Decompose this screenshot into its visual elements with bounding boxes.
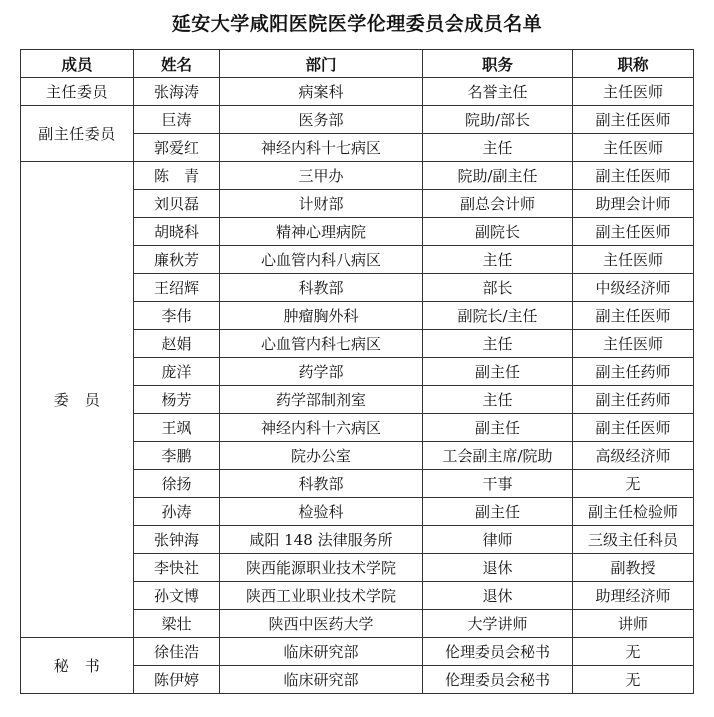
position-cell: 伦理委员会秘书 <box>423 666 573 694</box>
department-cell: 陕西能源职业技术学院 <box>220 554 423 582</box>
title-cell: 副主任医师 <box>573 302 694 330</box>
title-cell: 主任医师 <box>573 246 694 274</box>
name-cell: 胡晓科 <box>134 218 220 246</box>
page-title: 延安大学咸阳医院医学伦理委员会成员名单 <box>171 13 543 35</box>
position-cell: 退休 <box>423 582 573 610</box>
position-cell: 主任 <box>423 246 573 274</box>
department-cell: 临床研究部 <box>220 666 423 694</box>
name-cell: 李伟 <box>134 302 220 330</box>
department-cell: 咸阳 148 法律服务所 <box>220 526 423 554</box>
member-table <box>20 49 694 694</box>
title-cell: 无 <box>573 470 694 498</box>
department-cell: 药学部制剂室 <box>220 386 423 414</box>
department-cell: 肿瘤胸外科 <box>220 302 423 330</box>
name-cell: 梁壮 <box>134 610 220 638</box>
header-member: 成员 <box>21 50 134 78</box>
header-title: 职称 <box>573 50 694 78</box>
name-cell: 刘贝磊 <box>134 190 220 218</box>
position-cell: 工会副主席/院助 <box>423 442 573 470</box>
title-cell: 三级主任科员 <box>573 526 694 554</box>
header-name: 姓名 <box>134 50 220 78</box>
title-cell: 副主任检验师 <box>573 498 694 526</box>
name-cell: 张海涛 <box>134 78 220 106</box>
title-cell: 讲师 <box>573 610 694 638</box>
name-cell: 徐扬 <box>134 470 220 498</box>
title-cell: 副主任医师 <box>573 106 694 134</box>
position-cell: 退休 <box>423 554 573 582</box>
name-cell: 孙涛 <box>134 498 220 526</box>
title-cell: 无 <box>573 638 694 666</box>
title-cell: 副主任药师 <box>573 386 694 414</box>
position-cell: 伦理委员会秘书 <box>423 638 573 666</box>
department-cell: 心血管内科七病区 <box>220 330 423 358</box>
department-cell: 临床研究部 <box>220 638 423 666</box>
department-cell: 计财部 <box>220 190 423 218</box>
header-position: 职务 <box>423 50 573 78</box>
department-cell: 医务部 <box>220 106 423 134</box>
name-cell: 巨涛 <box>134 106 220 134</box>
title-cell: 主任医师 <box>573 134 694 162</box>
department-cell: 陕西工业职业技术学院 <box>220 582 423 610</box>
name-cell: 王飒 <box>134 414 220 442</box>
table-header-row <box>21 50 694 78</box>
title-cell: 副主任药师 <box>573 358 694 386</box>
department-cell: 院办公室 <box>220 442 423 470</box>
position-cell: 副总会计师 <box>423 190 573 218</box>
position-cell: 副院长 <box>423 218 573 246</box>
name-cell: 孙文博 <box>134 582 220 610</box>
name-cell: 王绍辉 <box>134 274 220 302</box>
name-cell: 李鹏 <box>134 442 220 470</box>
position-cell: 律师 <box>423 526 573 554</box>
position-cell: 副主任 <box>423 358 573 386</box>
title-cell: 高级经济师 <box>573 442 694 470</box>
name-cell: 陈 青 <box>134 162 220 190</box>
department-cell: 心血管内科八病区 <box>220 246 423 274</box>
position-cell: 大学讲师 <box>423 610 573 638</box>
table-row <box>21 638 694 666</box>
member-group-cell: 委 员 <box>21 162 134 638</box>
department-cell: 陕西中医药大学 <box>220 610 423 638</box>
position-cell: 副主任 <box>423 414 573 442</box>
position-cell: 副院长/主任 <box>423 302 573 330</box>
table-row <box>21 78 694 106</box>
name-cell: 庞洋 <box>134 358 220 386</box>
name-cell: 陈伊婷 <box>134 666 220 694</box>
title-cell: 助理会计师 <box>573 190 694 218</box>
table-row <box>21 162 694 190</box>
member-group-cell: 秘 书 <box>21 638 134 694</box>
department-cell: 检验科 <box>220 498 423 526</box>
title-cell: 助理经济师 <box>573 582 694 610</box>
name-cell: 郭爱红 <box>134 134 220 162</box>
title-cell: 无 <box>573 666 694 694</box>
position-cell: 名誉主任 <box>423 78 573 106</box>
position-cell: 主任 <box>423 134 573 162</box>
department-cell: 精神心理病院 <box>220 218 423 246</box>
title-cell: 副教授 <box>573 554 694 582</box>
name-cell: 张钟海 <box>134 526 220 554</box>
department-cell: 三甲办 <box>220 162 423 190</box>
position-cell: 院助/副主任 <box>423 162 573 190</box>
department-cell: 神经内科十七病区 <box>220 134 423 162</box>
department-cell: 药学部 <box>220 358 423 386</box>
table-body <box>21 78 694 694</box>
department-cell: 科教部 <box>220 274 423 302</box>
title-cell: 副主任医师 <box>573 162 694 190</box>
position-cell: 主任 <box>423 386 573 414</box>
position-cell: 院助/部长 <box>423 106 573 134</box>
name-cell: 李快社 <box>134 554 220 582</box>
table-row <box>21 106 694 134</box>
position-cell: 副主任 <box>423 498 573 526</box>
position-cell: 主任 <box>423 330 573 358</box>
department-cell: 病案科 <box>220 78 423 106</box>
member-group-cell: 副主任委员 <box>21 106 134 162</box>
title-cell: 主任医师 <box>573 78 694 106</box>
position-cell: 干事 <box>423 470 573 498</box>
department-cell: 神经内科十六病区 <box>220 414 423 442</box>
name-cell: 廉秋芳 <box>134 246 220 274</box>
member-group-cell: 主任委员 <box>21 78 134 106</box>
name-cell: 赵娟 <box>134 330 220 358</box>
header-department: 部门 <box>220 50 423 78</box>
name-cell: 杨芳 <box>134 386 220 414</box>
title-cell: 主任医师 <box>573 330 694 358</box>
title-cell: 中级经济师 <box>573 274 694 302</box>
position-cell: 部长 <box>423 274 573 302</box>
title-cell: 副主任医师 <box>573 218 694 246</box>
title-cell: 副主任医师 <box>573 414 694 442</box>
department-cell: 科教部 <box>220 470 423 498</box>
name-cell: 徐佳浩 <box>134 638 220 666</box>
